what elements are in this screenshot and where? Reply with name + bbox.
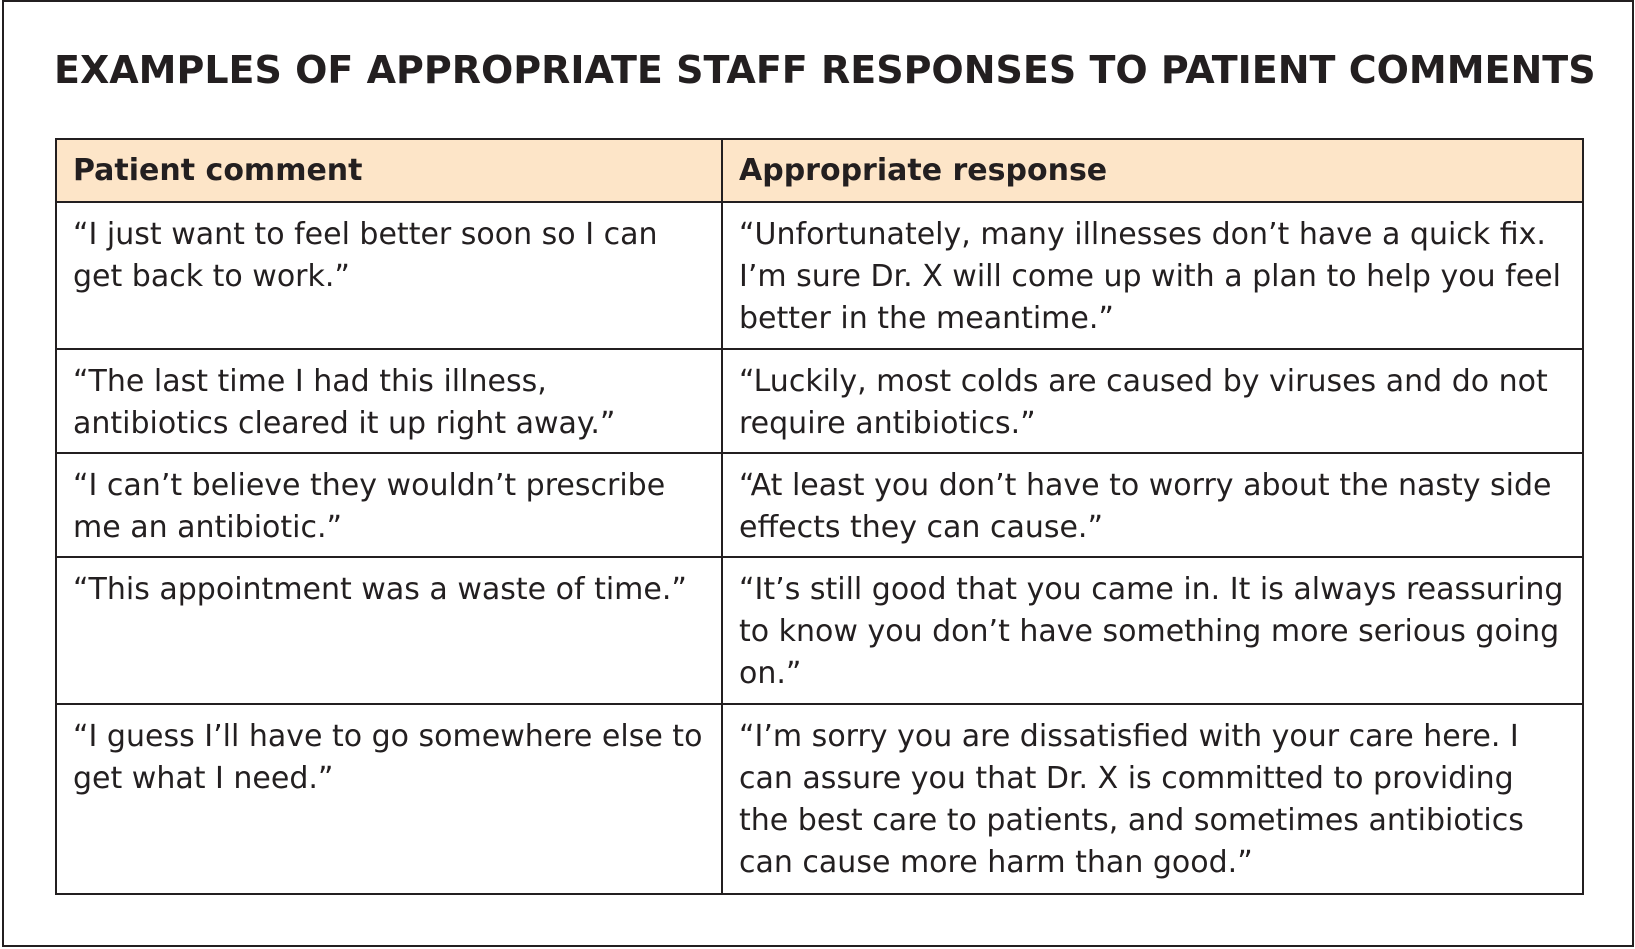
table-row [56,704,1583,894]
patient-comment-cell: “I can’t believe they wouldn’t prescribe me an antibiotic.” [56,453,722,557]
patient-comment-cell: “This appointment was a waste of time.” [56,557,722,704]
patient-comment-cell: “I guess I’ll have to go somewhere else to get what I need.” [56,704,722,894]
responses-table [55,138,1584,895]
table-row [56,349,1583,453]
table-header [56,139,1583,202]
column-header-patient-comment: Patient comment [56,139,722,202]
appropriate-response-cell: “At least you don’t have to worry about the nasty side effects they can cause.” [722,453,1583,557]
table-body [56,202,1583,894]
appropriate-response-cell: “I’m sorry you are dissatisfied with your care here. I can assure you that Dr. X is committed to providing the best care to patients, and sometimes antibiotics can cause more harm than good.” [722,704,1583,894]
patient-comment-cell: “I just want to feel better soon so I can get back to work.” [56,202,722,349]
patient-comment-cell: “The last time I had this illness, antibiotics cleared it up right away.” [56,349,722,453]
column-header-appropriate-response: Appropriate response [722,139,1583,202]
table-row [56,557,1583,704]
header-row [56,139,1583,202]
appropriate-response-cell: “Luckily, most colds are caused by viruses and do not require antibiotics.” [722,349,1583,453]
appropriate-response-cell: “It’s still good that you came in. It is always reassuring to know you don’t have something more serious going on.” [722,557,1583,704]
page-title: EXAMPLES OF APPROPRIATE STAFF RESPONSES TO PATIENT COMMENTS [54,48,1596,92]
appropriate-response-cell: “Unfortunately, many illnesses don’t have a quick fix. I’m sure Dr. X will come up with a plan to help you feel better in the meantime.” [722,202,1583,349]
table-row [56,453,1583,557]
table-row [56,202,1583,349]
